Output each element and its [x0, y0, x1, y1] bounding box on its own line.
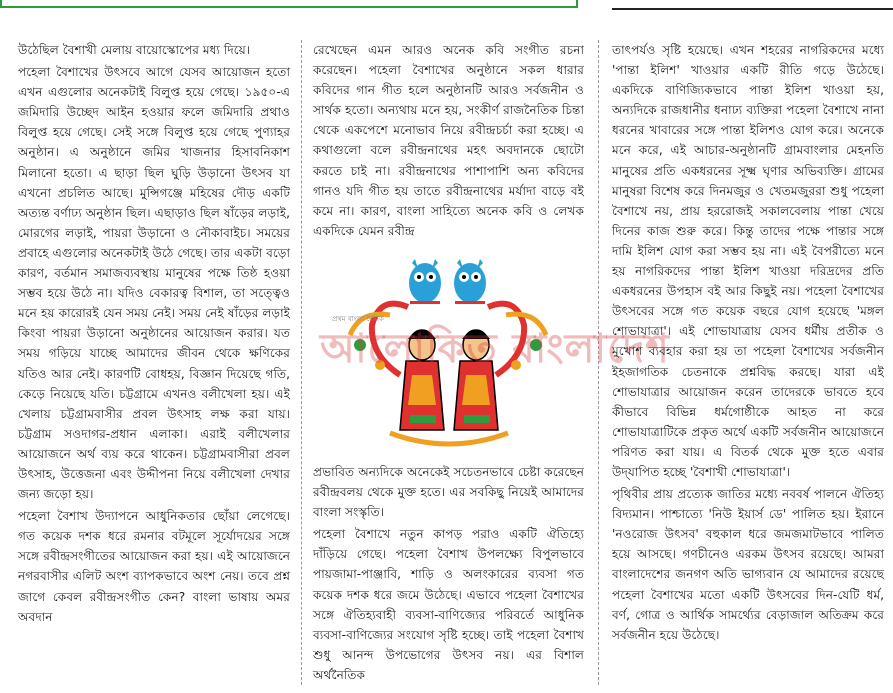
- article-column-2-lower: [313, 462, 584, 685]
- watermark-logo: আলোকিত বাংলাদেশ: [320, 325, 670, 372]
- owl-left-icon: [409, 259, 441, 304]
- paragraph: তাৎপর্যও সৃষ্টি হয়েছে। এখন শহরের নাগরিকদের মধ্যে 'পান্তা ইলিশ' খাওয়ার একটি রীতি গড়ে উঠেছে। একদিকে বাণিজ্যিকভাবে পান্তা ইলিশ খাওয়া হয়, অন্যদিকে রাজধানীর ধনাঢ্য ব্যক্তিরা পহেলা বৈশাখে নানা ধরনের খাবারের সঙ্গে পান্তা ইলিশও যোগ করে। অনেকে মনে করে, এই আচার-অনুষ্ঠানটি গ্রামবাংলার মেহনতি মানুষের প্রতি একধরনের সূক্ষ্ম ঘৃণার অভিব্যক্তি। গ্রামের মানুষরা বিশেষ করে দিনমজুর ও খেতমজুররা শুধু পহেলা বৈশাখে নয়, প্রায় হররোজই সকালবেলায় পান্তা খেয়ে দিনের কাজ শুরু করে। কিন্তু তাদের পক্ষে পান্তার সঙ্গে দামি ইলিশ যোগ করা সম্ভব হয় না। এই বৈপরীত্যে মনে হয় নাগরিকদের পান্তা ইলিশ খাওয়া দরিদ্রদের প্রতি একধরনের উপহাস বই আর কিছুই নয়। পহেলা বৈশাখের উৎসবের সঙ্গে গত কয়েক বছরে যোগ হয়েছে 'মঙ্গল শোভাযাত্রা'। এই শোভাযাত্রায় যেসব ধর্মীয় প্রতীক ও মুখোশ ব্যবহার করা হয় তা পহেলা বৈশাখের সর্বজনীন ইহজাগতিক চেতনাকে প্রশ্নবিদ্ধ করছে। যারা এই শোভাযাত্রার আয়োজন করেন তাদেরকে ভাবতে হবে কীভাবে বিভিন্ন ধর্মগোষ্ঠীকে আহত না করে শোভাযাত্রাটিকে প্রকৃত অর্থে একটি সর্বজনীন আয়োজনে পরিণত করা যায়। এ বিতর্ক থেকে মুক্ত হতে এবার উদ্‌যাপিত হচ্ছে 'বৈশাখী শোভাযাত্রা'।: [612, 43, 884, 479]
- top-rule: [612, 8, 893, 10]
- watermark-small-text: প্রথম বাংলা দৈনিক: [332, 315, 384, 323]
- article-column-1: [18, 40, 290, 627]
- paragraph: পহেলা বৈশাখের উৎসবে আগে যেসব আয়োজন হতো এখন এগুলোর অনেকটাই বিলুপ্ত হয়ে গেছে। ১৯৫০-এ জমিদারি উচ্ছেদ আইন হওয়ার ফলে জমিদারি প্রথাও বিলুপ্ত হয়ে গেছে। সেই সঙ্গে বিলুপ্ত হয়ে গেছে পুণ্যাহর অনুষ্ঠান। এ অনুষ্ঠানে জমির খাজনার হিসাবনিকাশ মিলানো হতো। এ ছাড়া ছিল ঘুড়ি উড়ানো উৎসব যা এখনো প্রচলিত আছে। মুন্সিগঞ্জে মহিষের দৌড় একটি অত্যন্ত বর্ণাঢ্য অনুষ্ঠান ছিল। এছাড়াও ছিল ষাঁড়ের লড়াই, মোরগের লড়াই, পায়রা উড়ানো ও নৌকাবাইচ। সময়ের প্রবাহে এগুলোর অনেকটাই উঠে গেছে। তার একটা বড়ো কারণ, বর্তমান সমাজব্যবস্থায় মানুষের পক্ষে তিষ্ঠ হওয়া সম্ভব হয়ে উঠে না। যদিও বেকারত্ব বিশাল, তা সত্ত্বেও মনে হয় কারোরই যেন সময় নেই। সময় নেই ষাঁড়ের লড়াই কিংবা পায়রা উড়ানো অনুষ্ঠানের আয়োজন করার। যত সময় গড়িয়ে যাচ্ছে আমাদের জীবন থেকে ক্ষণিকের যতিও আর নেই। কারণটি বোধহয়, বিজ্ঞান দিয়েছে গতি, কেড়ে নিয়েছে যতি। চট্টগ্রামে এখনও বলীখেলা হয়। এই খেলায় চট্টগ্রামবাসীর প্রবল উৎসাহ লক্ষ করা যায়। চট্টগ্রাম সওদাগর-প্রধান এলাকা। এরাই বলীখেলার আয়োজনে অর্থ ব্যয় করে থাকেন। চট্টগ্রামবাসীরা প্রবল উৎসাহ, উত্তেজনা এবং উদ্দীপনা নিয়ে বলীখেলা দেখার জন্য জড়ো হয়।: [18, 65, 290, 502]
- article-column-2: [313, 40, 584, 241]
- owl-right-icon: [454, 259, 486, 304]
- folk-art-illustration: [320, 255, 670, 455]
- paragraph: প্রভাবিত অন্যদিকে অনেকেই সচেতনভাবে চেষ্টা করেছেন রবীন্দ্রবলয় থেকে মুক্ত হতে। এর সবকিছু নিয়েই আমাদের বাংলা সংস্কৃতি।: [313, 465, 584, 520]
- top-green-frame: [0, 0, 578, 8]
- paragraph: রেখেছেন এমন আরও অনেক কবি সংগীত রচনা করেছেন। পহেলা বৈশাখের অনুষ্ঠানে সকল ধারার কবিদের গান গীত হলে অনুষ্ঠানটি আরও সর্বজনীন ও সার্থক হতো। অন্যথায় মনে হয়, সংকীর্ণ রাজনৈতিক চিন্তা থেকে একপেশে মনোভাব নিয়ে রবীন্দ্রচর্চা করা হচ্ছে। এ কথাগুলো বলে রবীন্দ্রনাথের মহৎ অবদানকে ছোটো করতে চাই না। রবীন্দ্রনাথের পাশাপাশি অন্য কবিদের গানও যদি গীত হয় তাতে রবীন্দ্রনাথের মর্যাদা বাড়ে বই কমে না। কারণ, বাংলা সাহিত্যে অনেক কবি ও লেখক একদিকে যেমন রবীন্দ্র: [313, 43, 584, 238]
- paragraph: পহেলা বৈশাখে নতুন কাপড় পরাও একটি ঐতিহ্যে দাঁড়িয়ে গেছে। পহেলা বৈশাখ উপলক্ষ্যে বিপুলভাবে পায়জামা-পাঞ্জাবি, শাড়ি ও অলংকারের ব্যবসা গত কয়েক দশক ধরে জমে উঠেছে। এভাবে পহেলা বৈশাখের সঙ্গে ঐতিহ্যবাহী ব্যবসা-বাণিজ্যের পরিবর্তে আধুনিক ব্যবসা-বাণিজ্যের সংযোগ সৃষ্টি হচ্ছে। তাই পহেলা বৈশাখ শুধু আনন্দ উপভোগের উৎসব নয়। এর বিশাল অর্থনৈতিক: [313, 527, 584, 682]
- article-column-3: [612, 40, 884, 645]
- paragraph: পৃথিবীর প্রায় প্রত্যেক জাতির মধ্যে নববর্ষ পালনে ঐতিহ্য বিদ্যমান। পাশ্চাত্যে 'নিউ ইয়ার্স ডে' পালিত হয়। ইরানে 'নওরোজ উৎসব' বহুকাল ধরে জমজমাটভাবে পালিত হয়ে আসছে। গণচীনেও এরকম উৎসব রয়েছে। আমরা বাংলাদেশের জনগণ অতি ভাগ্যবান যে আমাদের রয়েছে পহেলা বৈশাখের মতো একটি উৎসবের দিন-যেটি ধর্ম, বর্ণ, গোত্র ও আর্থিক সামর্থ্যের বেড়াজাল অতিক্রম করে সর্বজনীন হয়ে উঠেছে।: [612, 487, 884, 642]
- paragraph: উঠেছিল বৈশাখী মেলায় বায়োস্কোপের মধ্য দিয়ে।: [18, 43, 251, 57]
- column-divider-1: [301, 40, 302, 685]
- paragraph: পহেলা বৈশাখ উদ্যাপনে আধুনিকতার ছোঁয়া লেগেছে। গত কয়েক দশক ধরে রমনার বটমূলে সূর্যোদয়ের সঙ্গে সঙ্গে রবীন্দ্রসংগীতের আয়োজন করা হয়। এই আয়োজনে নগরবাসীর এলিট অংশ ব্যাপকভাবে অংশ নেয়। তবে প্রশ্ন জাগে কেবল রবীন্দ্রসংগীত কেন? বাংলা ভাষায় অমর অবদান: [18, 509, 290, 624]
